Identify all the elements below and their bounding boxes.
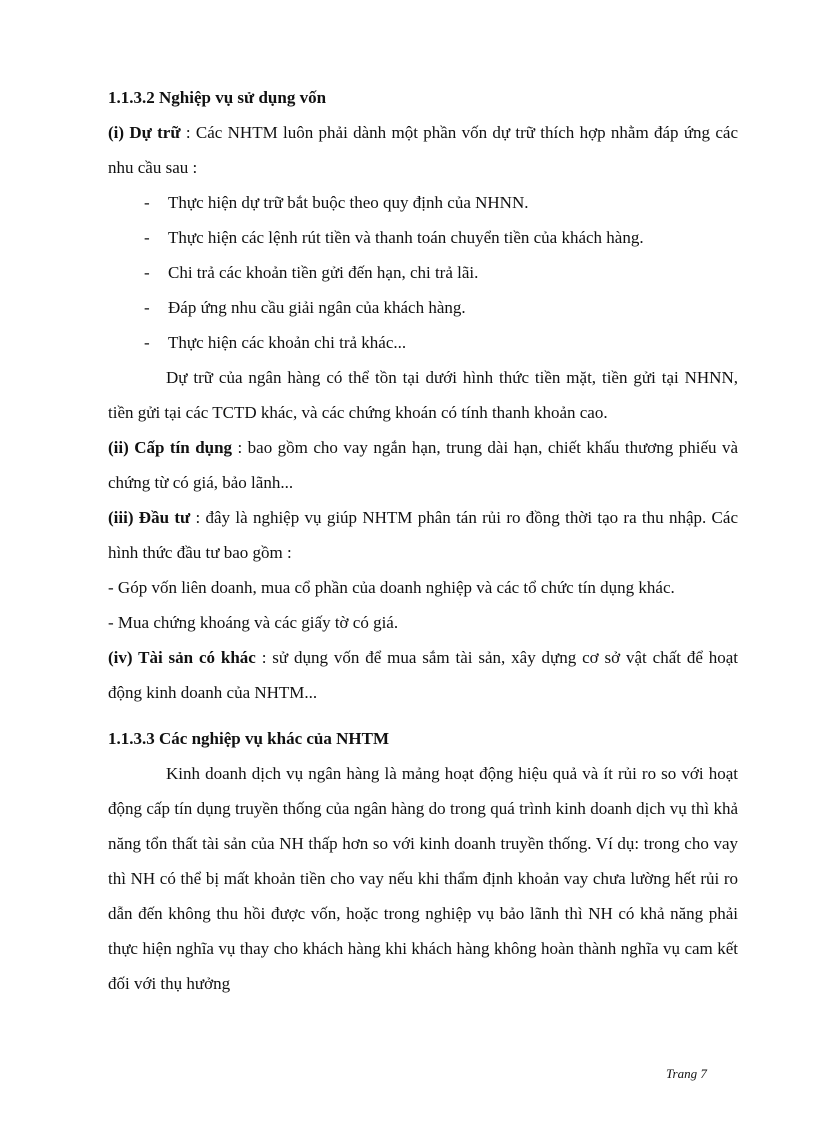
list-item-text: Chi trả các khoản tiền gửi đến hạn, chi trả lãi. [168, 263, 479, 282]
page-body [108, 80, 738, 1001]
list-item [108, 255, 738, 290]
other-assets-paragraph [108, 640, 738, 710]
list-item [108, 325, 738, 360]
reserve-label: (i) Dự trữ [108, 123, 181, 142]
section-heading-1-1-3-2: 1.1.3.2 Nghiệp vụ sử dụng vốn [108, 88, 327, 107]
list-item-text: Đáp ứng nhu cầu giải ngân của khách hàng. [168, 298, 466, 317]
bullet-dash: - [144, 263, 150, 282]
bullet-dash: - [144, 228, 150, 247]
list-item [108, 220, 738, 255]
list-item [108, 185, 738, 220]
credit-label: (ii) Cấp tín dụng [108, 438, 233, 457]
investment-item: - Góp vốn liên doanh, mua cổ phần của doanh nghiệp và các tổ chức tín dụng khác. [108, 578, 675, 597]
page-number: Trang 7 [666, 1066, 707, 1081]
list-item [108, 290, 738, 325]
section-heading-1-1-3-3: 1.1.3.3 Các nghiệp vụ khác của NHTM [108, 729, 389, 748]
investment-paragraph [108, 500, 738, 570]
reserve-forms-paragraph: Dự trữ của ngân hàng có thể tồn tại dưới hình thức tiền mặt, tiền gửi tại NHNN, tiền gửi tại các TCTD khác, và các chứng khoán có tính thanh khoản cao. [108, 368, 738, 422]
reserve-paragraph [108, 115, 738, 185]
other-assets-text: : sử dụng vốn để mua sắm tài sản, xây dựng cơ sở vật chất để hoạt động kinh doanh của NHTM... [108, 648, 739, 702]
other-assets-label: (iv) Tài sản có khác [108, 648, 256, 667]
credit-paragraph [108, 430, 738, 500]
list-item-text: Thực hiện dự trữ bắt buộc theo quy định của NHNN. [168, 193, 529, 212]
reserve-needs-list [108, 185, 738, 360]
investment-item: - Mua chứng khoáng và các giấy tờ có giá. [108, 613, 399, 632]
bullet-dash: - [144, 333, 150, 352]
reserve-text: : Các NHTM luôn phải dành một phần vốn dự trữ thích hợp nhằm đáp ứng các nhu cầu sau : [108, 123, 738, 177]
list-item-text: Thực hiện các lệnh rút tiền và thanh toán chuyển tiền của khách hàng. [168, 228, 644, 247]
investment-label: (iii) Đầu tư [108, 508, 191, 527]
credit-text: : bao gồm cho vay ngắn hạn, trung dài hạn, chiết khấu thương phiếu và chứng từ có giá, bảo lãnh... [108, 438, 739, 492]
bullet-dash: - [144, 193, 150, 212]
other-services-paragraph: Kinh doanh dịch vụ ngân hàng là mảng hoạt động hiệu quả và ít rủi ro so với hoạt động cấp tín dụng truyền thống của ngân hàng do trong quá trình kinh doanh dịch vụ thì khả năng tổn thất tài sản của NH thấp hơn so với kinh doanh truyền thống. Ví dụ: trong cho vay thì NH có thể bị mất khoản tiền cho vay nếu khi thẩm định khoản vay chưa lường hết rủi ro dẫn đến không thu hồi được vốn, hoặc trong nghiệp vụ bảo lãnh thì NH có khả năng phải thực hiện nghĩa vụ thay cho khách hàng khi khách hàng không hoàn thành nghĩa vụ cam kết đối với thụ hưởng [108, 764, 738, 993]
investment-text: : đây là nghiệp vụ giúp NHTM phân tán rủi ro đồng thời tạo ra thu nhập. Các hình thức đầu tư bao gồm : [108, 508, 738, 562]
list-item-text: Thực hiện các khoản chi trả khác... [168, 333, 407, 352]
bullet-dash: - [144, 298, 150, 317]
